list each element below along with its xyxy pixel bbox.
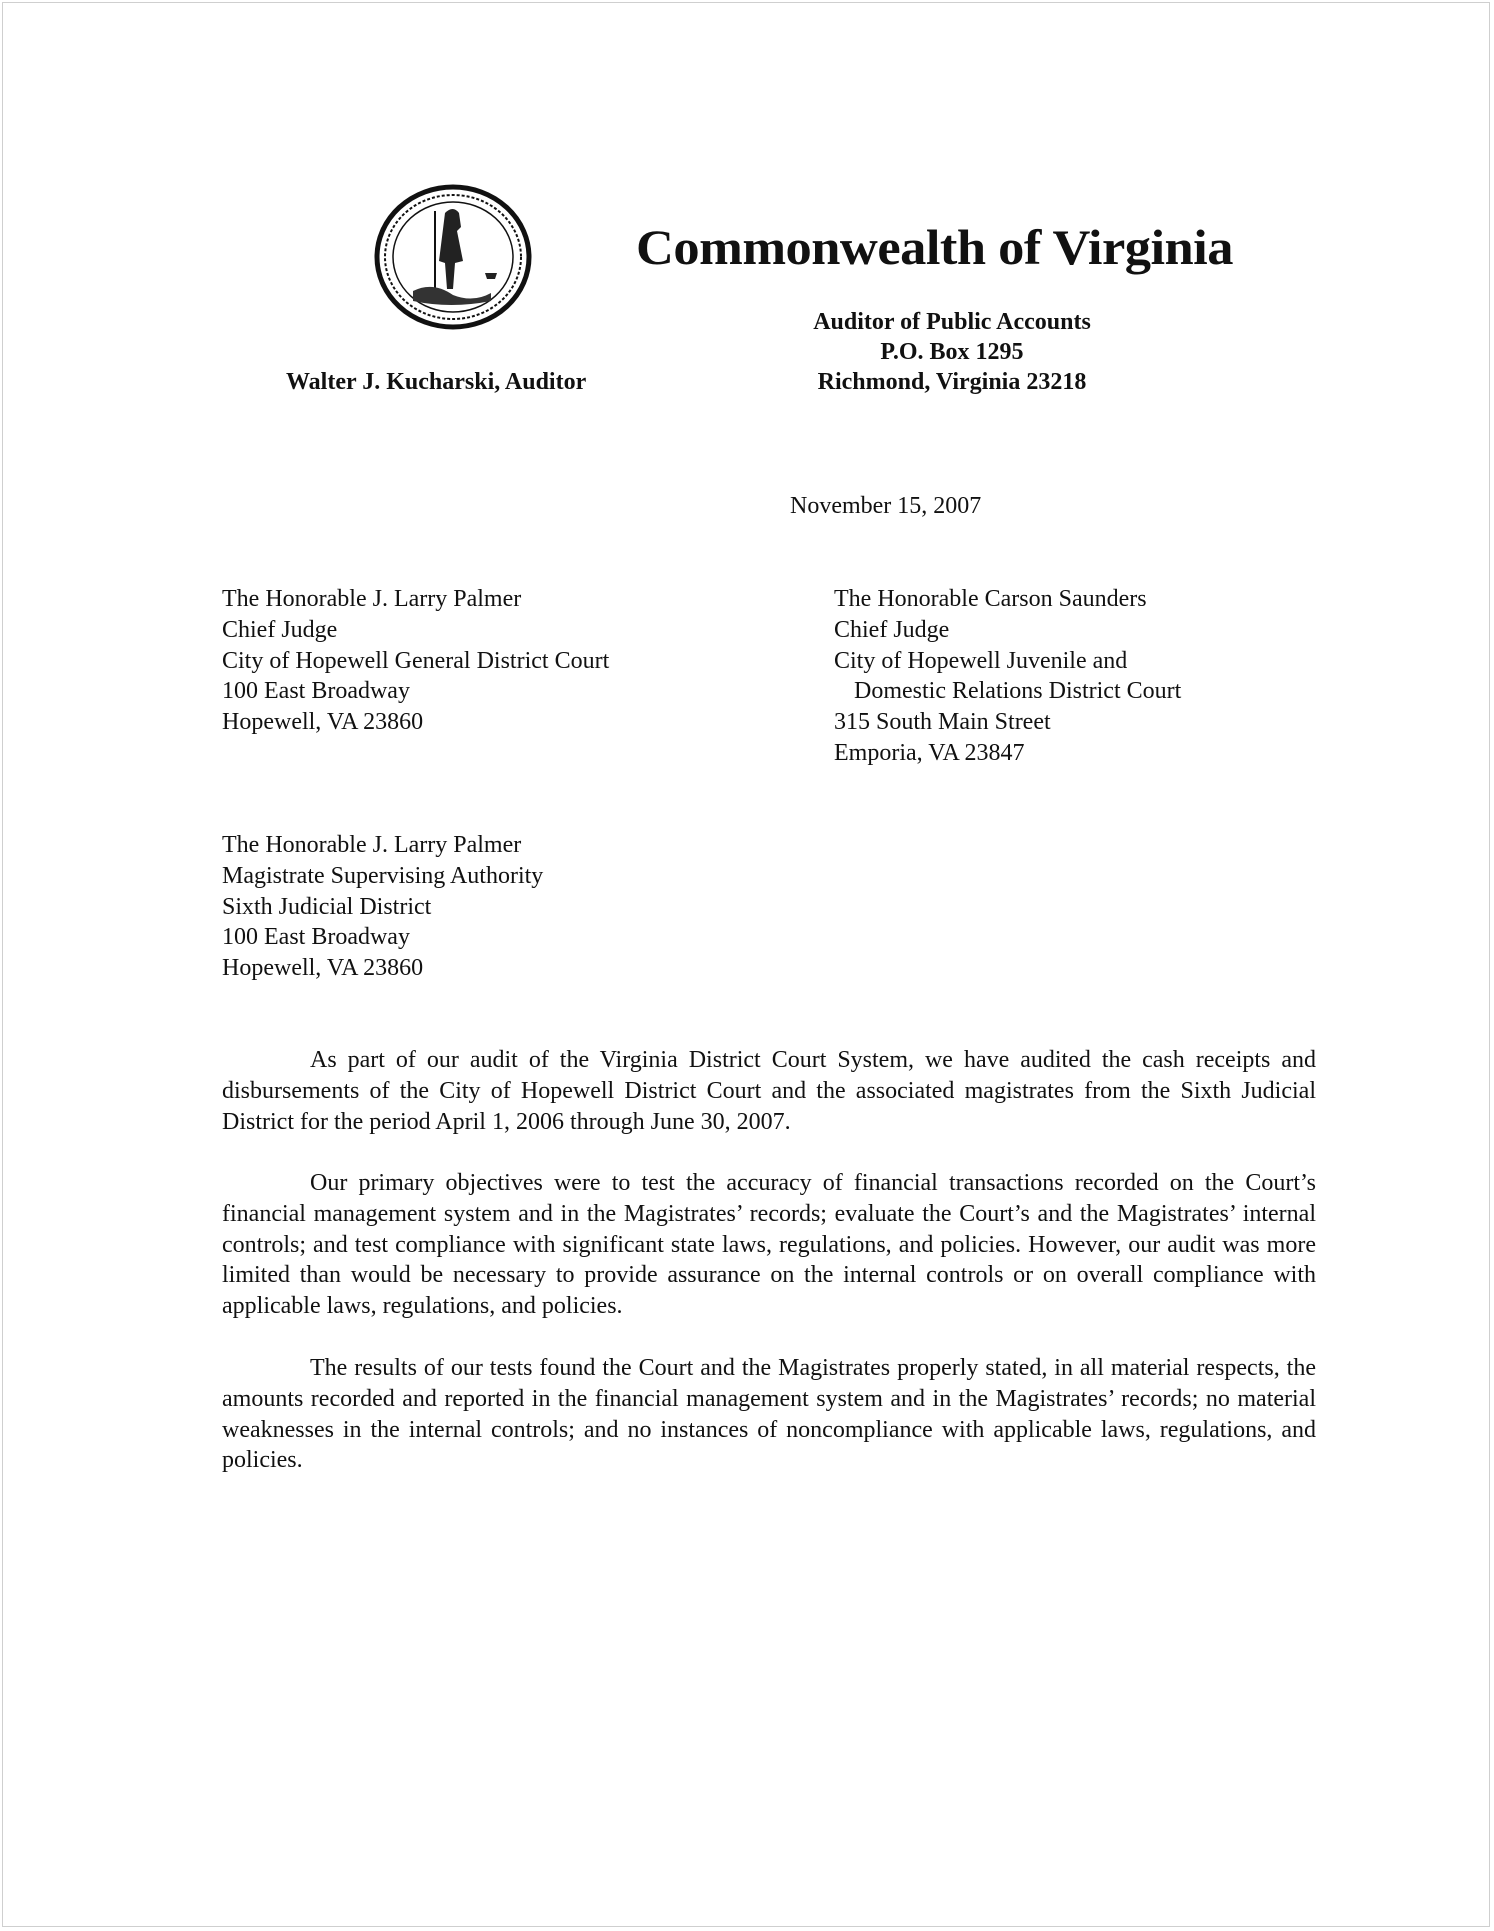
letterhead-title: Commonwealth of Virginia: [636, 219, 1233, 275]
address-line: Hopewell, VA 23860: [222, 709, 424, 736]
address-line: The Honorable J. Larry Palmer: [222, 832, 522, 858]
address-line: 315 South Main Street: [834, 709, 1051, 736]
address-line: Chief Judge: [222, 616, 338, 643]
virginia-seal-logo: [373, 183, 533, 331]
address-line: The Honorable Carson Saunders: [834, 586, 1147, 612]
addressee-block-1: [222, 584, 609, 738]
address-line: Hopewell, VA 23860: [222, 955, 424, 982]
address-line: Sixth Judicial District: [222, 893, 432, 920]
address-line: Domestic Relations District Court: [854, 678, 1182, 705]
po-box: P.O. Box 1295: [880, 339, 1024, 365]
address-line: City of Hopewell Juvenile and: [834, 647, 1128, 674]
body-paragraph-3: The results of our tests found the Court and the Magistrates properly stated, in all material respects, the amounts recorded and reported in the financial management system and in the Magistrates’ records; no material weaknesses in the internal controls; and no instances of noncompliance with applicable laws, regulations, and policies.: [222, 1355, 1316, 1474]
addressee-block-2: [834, 584, 1181, 769]
body-paragraph-2: Our primary objectives were to test the accuracy of financial transactions recorded on the Court’s financial management system and in the Magistrates’ records; evaluate the Court’s and the Magistrates’ internal controls; and test compliance with significant state laws, regulations, and policies. However, our audit was more limited than would be necessary to provide assurance on the internal controls or on overall compliance with applicable laws, regulations, and policies.: [222, 1170, 1316, 1320]
address-line: 100 East Broadway: [222, 924, 410, 951]
address-line: Magistrate Supervising Authority: [222, 862, 544, 889]
office-name: Auditor of Public Accounts: [813, 309, 1091, 335]
auditor-name: Walter J. Kucharski, Auditor: [286, 369, 587, 395]
city-state: Richmond, Virginia 23218: [817, 369, 1087, 395]
body-paragraph-1: As part of our audit of the Virginia District Court System, we have audited the cash receipts and disbursements of the City of Hopewell District Court and the associated magistrates from the Sixth Judicial District for the period April 1, 2006 through June 30, 2007.: [222, 1047, 1316, 1135]
address-line: The Honorable J. Larry Palmer: [222, 586, 522, 612]
address-line: City of Hopewell General District Court: [222, 647, 610, 674]
address-line: Emporia, VA 23847: [834, 739, 1025, 766]
address-line: 100 East Broadway: [222, 678, 410, 705]
address-line: Chief Judge: [834, 616, 950, 643]
addressee-block-3: [222, 830, 543, 984]
letter-date: November 15, 2007: [790, 493, 982, 519]
